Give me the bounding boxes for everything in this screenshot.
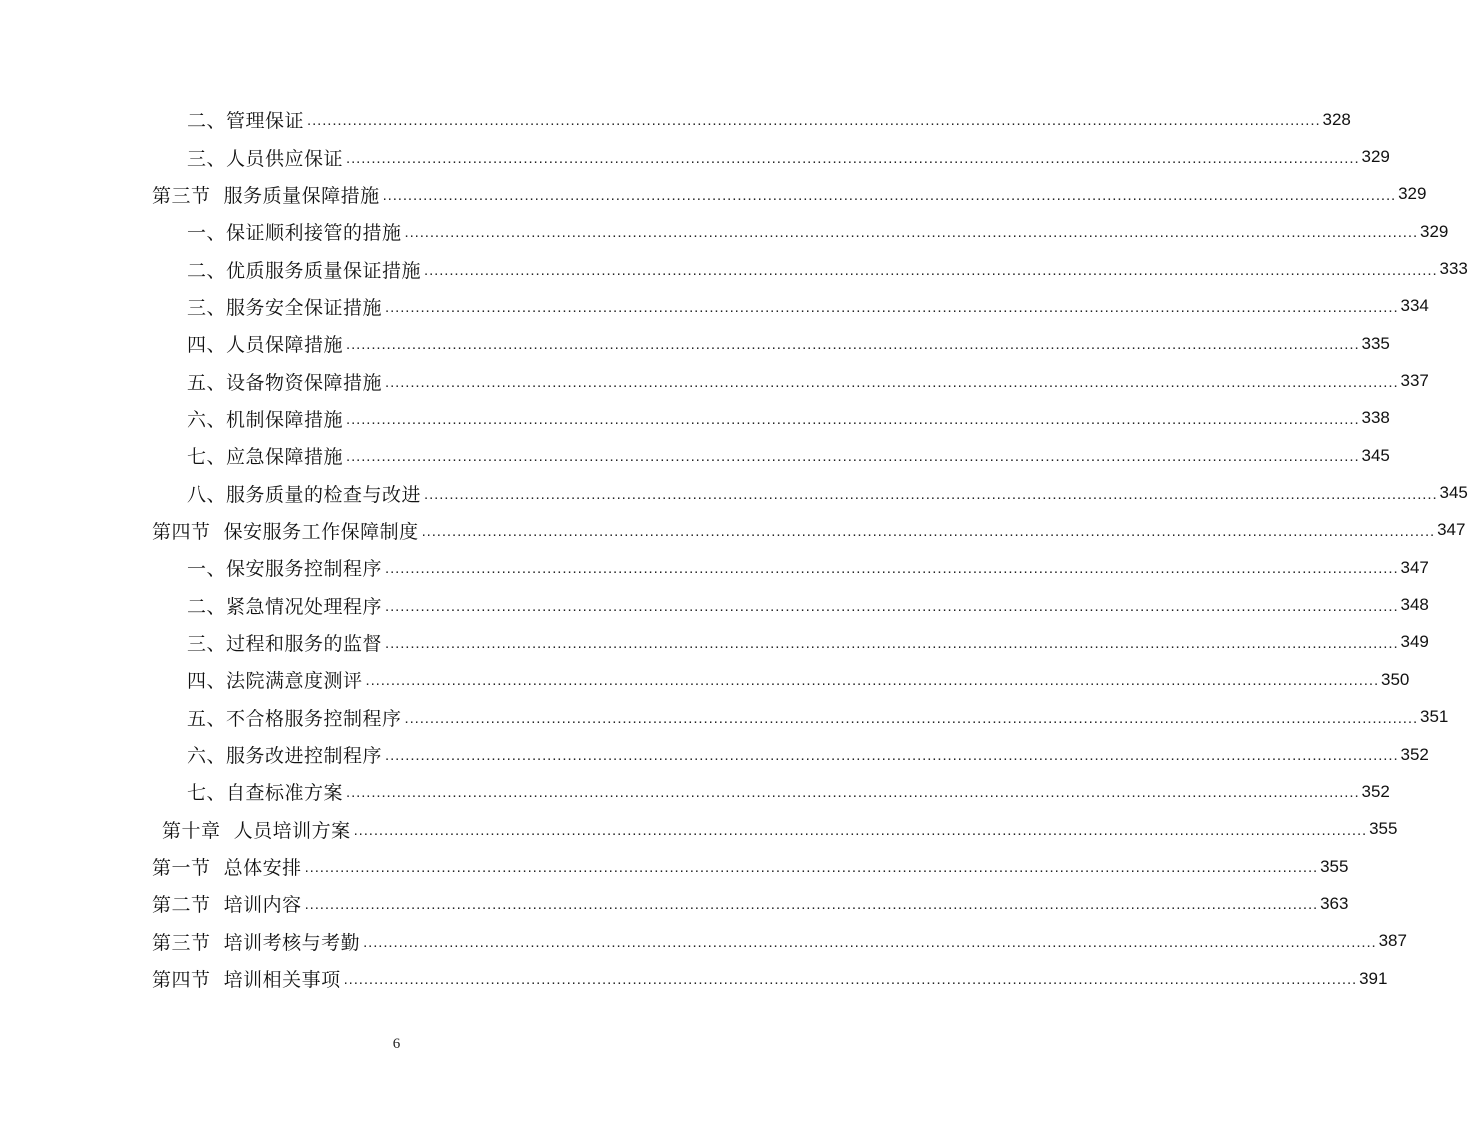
toc-page-number: 387 (1378, 931, 1407, 951)
toc-entry[interactable] (0, 773, 1390, 810)
toc-dot-leader: ........................................................................................................................................................................................................ (385, 560, 1399, 578)
toc-entry-label: 二、紧急情况处理程序 (187, 595, 383, 618)
toc-page-number: 347 (1400, 557, 1429, 577)
toc-entry-label: 第一节 总体安排 (152, 857, 302, 880)
toc-entry-label: 六、服务改进控制程序 (187, 745, 383, 768)
toc-page-number: 391 (1359, 968, 1388, 988)
toc-entry-label: 三、人员供应保证 (187, 147, 344, 170)
toc-page-number: 329 (1420, 221, 1449, 241)
toc-entry-label: 四、人员保障措施 (187, 334, 344, 357)
toc-entry[interactable] (0, 437, 1390, 474)
toc-dot-leader: ........................................................................................................................................................................................................ (346, 448, 1360, 466)
toc-dot-leader: ........................................................................................................................................................................................................ (424, 261, 1438, 279)
toc-entry[interactable] (0, 586, 1429, 623)
toc-entry-label: 八、服务质量的检查与改进 (187, 483, 422, 506)
toc-page-number: 355 (1320, 856, 1349, 876)
toc-entry[interactable] (0, 288, 1429, 325)
toc-entry[interactable] (0, 325, 1390, 362)
page-number-footer: 6 (392, 1036, 401, 1052)
toc-entry[interactable] (0, 885, 1349, 922)
toc-page-number: 334 (1400, 296, 1429, 316)
toc-entry-label: 第三节 培训考核与考勤 (152, 931, 361, 954)
toc-entry[interactable] (0, 923, 1407, 960)
toc-page-number: 345 (1361, 445, 1390, 465)
toc-page-number: 345 (1439, 483, 1468, 503)
toc-entry[interactable] (0, 101, 1351, 138)
toc-page-number: 333 (1439, 259, 1468, 279)
toc-entry[interactable] (0, 549, 1429, 586)
toc-page-number: 363 (1320, 893, 1349, 913)
toc-entry[interactable] (0, 848, 1349, 885)
toc-page-number: 352 (1400, 744, 1429, 764)
toc-entry-label: 一、保安服务控制程序 (187, 558, 383, 581)
toc-entry[interactable] (0, 138, 1390, 175)
toc-dot-leader: ........................................................................................................................................................................................................ (385, 747, 1399, 765)
toc-entry[interactable] (0, 362, 1429, 399)
toc-dot-leader: ........................................................................................................................................................................................................ (385, 298, 1399, 316)
toc-page-number: 348 (1400, 595, 1429, 615)
toc-dot-leader: ........................................................................................................................................................................................................ (307, 112, 1321, 130)
toc-entry[interactable] (0, 811, 1398, 848)
toc-dot-leader: ........................................................................................................................................................................................................ (304, 896, 1319, 914)
toc-entry-label: 五、不合格服务控制程序 (187, 707, 402, 730)
toc-dot-leader: ........................................................................................................................................................................................................ (346, 784, 1360, 802)
toc-entry-label: 第十章 人员培训方案 (162, 819, 351, 842)
toc-entry-label: 第二节 培训内容 (152, 894, 302, 917)
toc-page-number: 351 (1420, 707, 1449, 727)
toc-entry-label: 二、管理保证 (187, 110, 305, 133)
toc-entry-label: 三、服务安全保证措施 (187, 296, 383, 319)
toc-dot-leader: ........................................................................................................................................................................................................ (382, 186, 1397, 204)
toc-entry[interactable] (0, 624, 1429, 661)
toc-entry-label: 七、应急保障措施 (187, 446, 344, 469)
toc-page-number: 347 (1437, 520, 1466, 540)
toc-entry-label: 四、法院满意度测评 (187, 670, 363, 693)
toc-entry[interactable] (0, 661, 1410, 698)
toc-page-number: 338 (1361, 408, 1390, 428)
toc-dot-leader: ........................................................................................................................................................................................................ (346, 149, 1360, 167)
toc-entry[interactable] (0, 250, 1468, 287)
toc-dot-leader: ........................................................................................................................................................................................................ (424, 485, 1438, 503)
toc-dot-leader: ........................................................................................................................................................................................................ (346, 336, 1360, 354)
toc-dot-leader: ........................................................................................................................................................................................................ (363, 933, 1377, 951)
toc-entry-label: 二、优质服务质量保证措施 (187, 259, 422, 282)
toc-entry[interactable] (0, 474, 1468, 511)
toc-dot-leader: ........................................................................................................................................................................................................ (404, 224, 1419, 242)
toc-dot-leader: ........................................................................................................................................................................................................ (385, 597, 1399, 615)
toc-entry-label: 三、过程和服务的监督 (187, 632, 383, 655)
toc-entry[interactable] (0, 512, 1466, 549)
toc-entry-label: 一、保证顺利接管的措施 (187, 222, 402, 245)
toc-page-number: 337 (1400, 371, 1429, 391)
toc-dot-leader: ........................................................................................................................................................................................................ (346, 410, 1360, 428)
toc-page-number: 329 (1361, 147, 1390, 167)
toc-entry[interactable] (0, 176, 1427, 213)
toc-dot-leader: ........................................................................................................................................................................................................ (421, 522, 1436, 540)
table-of-contents (0, 101, 1468, 997)
toc-entry-label: 第四节 保安服务工作保障制度 (152, 520, 419, 543)
toc-dot-leader: ........................................................................................................................................................................................................ (385, 373, 1399, 391)
toc-dot-leader: ........................................................................................................................................................................................................ (343, 971, 1358, 989)
toc-entry-label: 六、机制保障措施 (187, 408, 344, 431)
toc-entry-label: 第四节 培训相关事项 (152, 969, 341, 992)
toc-page-number: 352 (1361, 781, 1390, 801)
toc-page-number: 335 (1361, 333, 1390, 353)
toc-entry[interactable] (0, 736, 1429, 773)
toc-entry-label: 第三节 服务质量保障措施 (152, 184, 380, 207)
toc-entry[interactable] (0, 400, 1390, 437)
toc-page-number: 349 (1400, 632, 1429, 652)
toc-entry-label: 五、设备物资保障措施 (187, 371, 383, 394)
toc-dot-leader: ........................................................................................................................................................................................................ (365, 672, 1380, 690)
toc-page-number: 328 (1322, 109, 1351, 129)
toc-page-number: 329 (1398, 184, 1427, 204)
toc-entry-label: 七、自查标准方案 (187, 782, 344, 805)
toc-dot-leader: ........................................................................................................................................................................................................ (353, 821, 1368, 839)
toc-dot-leader: ........................................................................................................................................................................................................ (304, 859, 1319, 877)
toc-entry[interactable] (0, 213, 1449, 250)
toc-entry[interactable] (0, 960, 1388, 997)
toc-dot-leader: ........................................................................................................................................................................................................ (404, 709, 1419, 727)
toc-page-number: 350 (1381, 669, 1410, 689)
toc-page-number: 355 (1369, 819, 1398, 839)
toc-entry[interactable] (0, 699, 1449, 736)
toc-dot-leader: ........................................................................................................................................................................................................ (385, 634, 1399, 652)
